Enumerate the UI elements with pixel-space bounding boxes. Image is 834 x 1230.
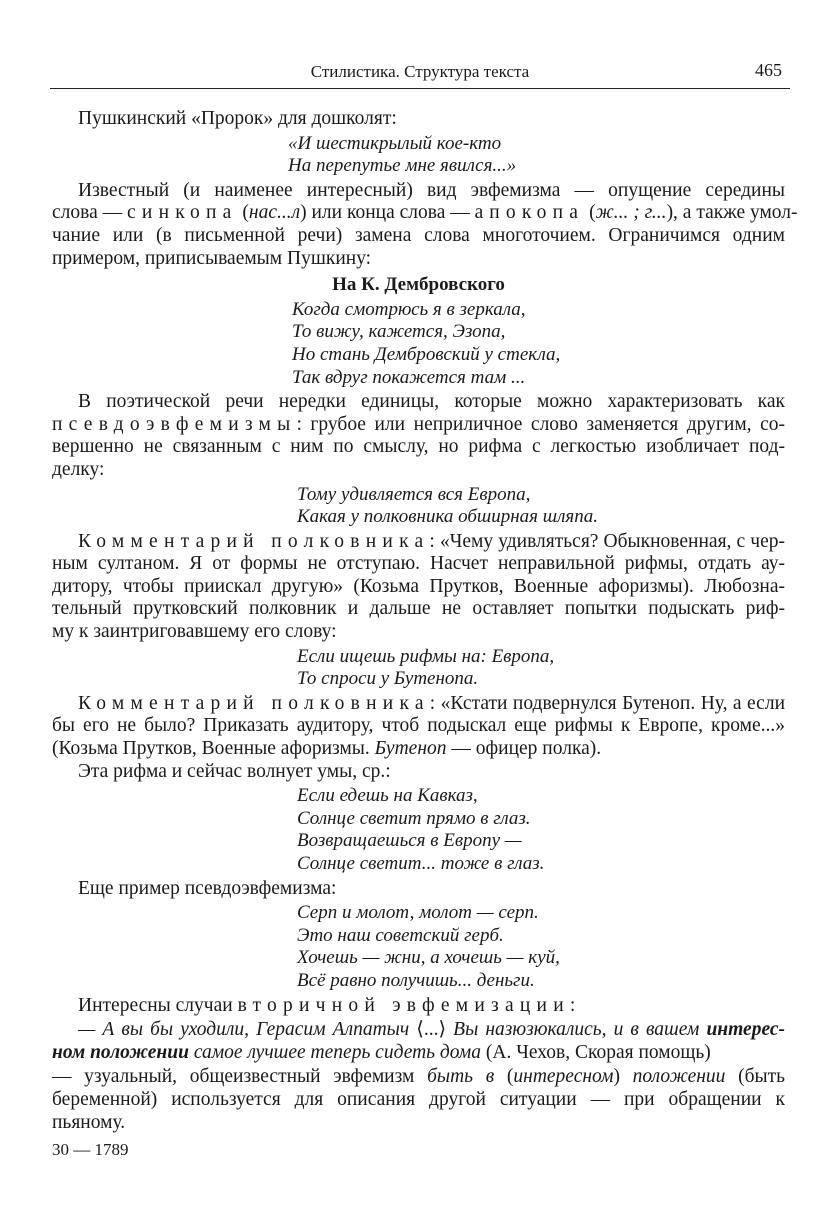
text-segment: Серп и молот, молот — серп. (297, 902, 539, 924)
text-segment: (быть (725, 1066, 786, 1088)
text-segment: беременной) используется для описания другой ситуации — при обращении к (52, 1088, 785, 1110)
text-line (52, 436, 785, 459)
printer-signature: 30 — 1789 (52, 1140, 129, 1160)
page-number: 465 (755, 60, 782, 80)
paragraph (52, 391, 785, 481)
text-line (297, 646, 785, 669)
text-line (52, 1089, 785, 1112)
text-segment: : (569, 994, 576, 1016)
poem-quote (52, 133, 785, 178)
text-segment: На К. Дембровского (332, 274, 505, 296)
text-segment: слова — (52, 202, 127, 224)
page-content (52, 106, 798, 1160)
text-line (292, 299, 785, 322)
emphasis-text: быть в (427, 1066, 495, 1088)
running-title: Стилистика. Структура текста (310, 62, 530, 81)
poem-quote (52, 902, 785, 992)
text-line (52, 459, 785, 482)
text-segment: То вижу, кажется, Эзопа, (292, 321, 506, 343)
paragraph (52, 108, 785, 131)
text-line (297, 853, 785, 876)
spaced-term: вторичной эвфемизации (237, 994, 570, 1016)
text-segment: Если ищешь рифмы на: Европа, (297, 645, 555, 667)
text-segment: Пушкинский «Пророк» для дошколят: (78, 108, 397, 129)
text-line (52, 576, 785, 599)
text-line (52, 414, 785, 437)
text-segment: Это наш советский герб. (297, 924, 504, 946)
text-segment: ( (584, 202, 596, 224)
text-segment: — узуальный, общеизвестный эвфемизм (52, 1066, 428, 1088)
text-line (297, 970, 785, 993)
paragraph (52, 1019, 785, 1064)
paragraph (52, 878, 785, 901)
text-line (52, 995, 785, 1018)
text-line (52, 225, 785, 248)
text-line (297, 902, 785, 925)
text-segment: (А. Чехов, Скорая помощь) (481, 1041, 711, 1063)
text-line (52, 391, 785, 414)
poem-quote (52, 299, 785, 389)
text-segment: Тому удивляется вся Европа, (297, 483, 531, 505)
poem-quote (52, 484, 785, 529)
text-segment: Возвращаешься в Европу — (297, 830, 522, 852)
text-line (292, 367, 785, 390)
paragraph (52, 693, 785, 783)
text-line (52, 108, 785, 131)
text-segment: Известный (и наименее интересный) вид эвфемизма — опущение середины (78, 179, 785, 201)
text-segment: Всё равно получишь... деньги. (297, 969, 535, 991)
text-segment: Эта рифма и сейчас волнует умы, ср.: (78, 760, 391, 782)
emphasis-text: ж... ; г... (595, 202, 667, 224)
text-line (52, 553, 785, 576)
text-segment: вершенно не связанным с ним по смыслу, но рифма с легкостью изобличает под- (52, 436, 785, 458)
text-segment: : «Чему удивляться? Обыкновенная, с чер- (429, 530, 785, 552)
paragraph (52, 1066, 785, 1134)
text-segment: ), а также умол- (666, 202, 798, 224)
text-segment: Солнце светит прямо в глаз. (297, 807, 531, 829)
text-segment: Когда смотрюсь я в зеркала, (292, 298, 526, 320)
paragraph (52, 179, 798, 270)
text-line (297, 947, 785, 970)
text-line (52, 1112, 785, 1135)
spaced-term: псевдоэвфемизмы (52, 413, 297, 435)
emphasis-text: Бутеноп (374, 738, 447, 760)
running-header (50, 60, 790, 89)
text-line (297, 506, 785, 529)
spaced-term: апокопа (474, 202, 585, 224)
text-segment: Интересны случаи (78, 994, 238, 1016)
text-segment: Еще пример псевдоэвфемизма: (78, 877, 337, 899)
text-segment: «И шестикрылый кое-кто (288, 132, 502, 154)
text-line (297, 808, 785, 831)
emphasis-text: самое лучшее теперь сидеть дома (188, 1041, 481, 1063)
text-line (52, 1042, 785, 1065)
text-segment: В поэтической речи нередки единицы, которые можно характеризовать как (78, 391, 785, 413)
spaced-term: синкопа (127, 202, 238, 224)
text-line (52, 248, 785, 271)
spaced-term: Комментарий полковника (78, 692, 430, 714)
text-segment: ( (494, 1066, 514, 1088)
page-body (52, 108, 798, 1134)
text-line (52, 621, 785, 644)
text-line (52, 1066, 785, 1089)
text-line (292, 344, 785, 367)
text-line (52, 761, 785, 784)
emphasis-text: интересном (513, 1066, 614, 1088)
text-line (52, 180, 785, 203)
text-segment: Хочешь — жни, а хочешь — куй, (297, 947, 560, 969)
text-line (297, 668, 785, 691)
text-segment: ( (237, 202, 249, 224)
text-line (52, 738, 785, 761)
text-line (297, 484, 785, 507)
text-segment: Если едешь на Кавказ, (297, 785, 478, 807)
text-line (52, 202, 798, 225)
poem-quote (52, 646, 785, 691)
text-segment: делку: (52, 458, 105, 480)
text-line (52, 715, 785, 738)
text-segment: Какая у полковника обширная шляпа. (297, 506, 598, 528)
text-line (52, 274, 785, 297)
emphasis-text: ном положении (52, 1041, 189, 1063)
emphasis-text: положении (632, 1066, 726, 1088)
poem-title (52, 274, 785, 297)
paragraph (52, 531, 785, 644)
text-segment: Солнце светит... тоже в глаз. (297, 853, 545, 874)
emphasis-text: нас...л (248, 202, 301, 224)
text-segment: То спроси у Бутенопа. (297, 668, 479, 690)
emphasis-text: интерес- (706, 1019, 785, 1041)
emphasis-text: — А вы бы уходили, Герасим Алпатыч (78, 1019, 410, 1041)
text-segment: чание или (в письменной речи) замена слова многоточием. Ограничимся одним (52, 224, 785, 246)
text-line (288, 133, 785, 156)
text-segment: бы его не было? Приказать аудитору, чтоб подыскал еще рифмы к Европе, кроме...» (52, 715, 785, 737)
text-segment: ) (613, 1066, 633, 1088)
text-line (52, 531, 785, 554)
text-segment: пьяному. (52, 1111, 126, 1133)
paragraph (52, 995, 785, 1018)
text-line (297, 785, 785, 808)
text-segment: Но стань Дембровский у стекла, (292, 343, 561, 365)
poem-quote (52, 785, 785, 875)
text-line (52, 693, 785, 716)
text-segment: дитору, чтобы приискал другую» (Козьма Прутков, Военные афоризмы). Любозна- (52, 575, 785, 597)
text-segment: Так вдруг покажется там ... (292, 366, 526, 388)
text-line (52, 1019, 785, 1042)
text-segment: му к заинтриговавшему его слову: (52, 621, 337, 643)
spaced-term: Комментарий полковника (78, 530, 430, 552)
text-segment: — офицер полка). (446, 738, 602, 760)
text-segment: (Козьма Прутков, Военные афоризмы. (52, 738, 375, 760)
text-line (292, 321, 785, 344)
text-segment: На перепутье мне явился...» (288, 155, 517, 177)
text-segment: тельный прутковский полковник и дальше не оставляет попытки подыскать риф- (52, 598, 785, 620)
text-line (52, 878, 785, 901)
text-line (297, 830, 785, 853)
text-line (297, 925, 785, 948)
text-segment: : «Кстати подвернулся Бутеноп. Ну, а если (429, 692, 785, 714)
text-segment: примером, приписываемым Пушкину: (52, 247, 372, 269)
text-segment: ⟨...⟩ (409, 1019, 454, 1041)
text-segment: : грубое или неприличное слово заменяется другим, со- (296, 413, 785, 435)
text-segment: ным султаном. Я от формы не отступаю. Насчет неправильной рифмы, отдать ау- (52, 553, 785, 575)
text-segment: ) или конца слова — (300, 202, 475, 224)
text-line (52, 598, 785, 621)
emphasis-text: Вы назюзюкались, и в вашем (453, 1019, 707, 1041)
text-line (288, 155, 785, 178)
